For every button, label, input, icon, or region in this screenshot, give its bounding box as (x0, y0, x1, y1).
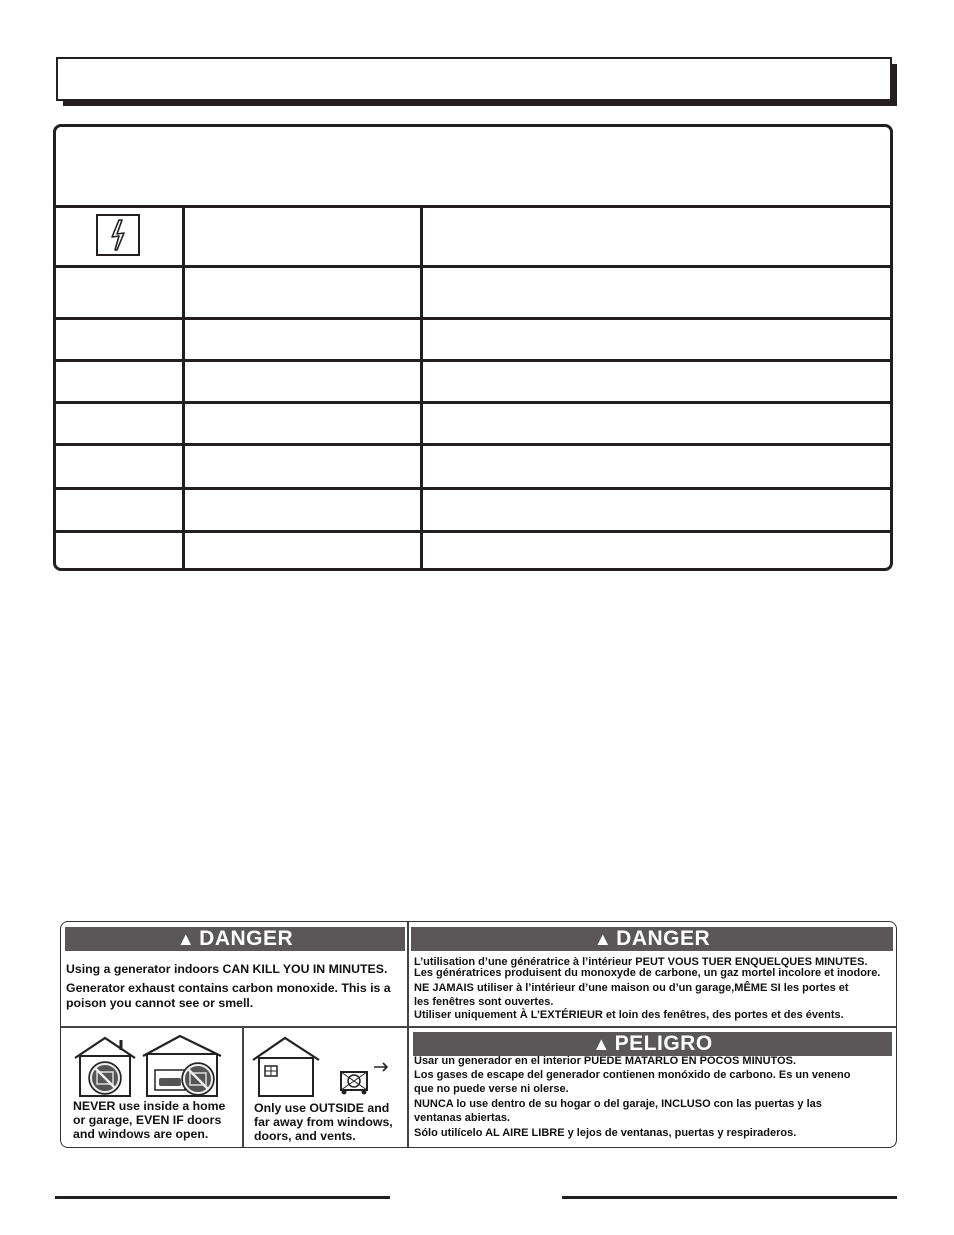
footer-rule-left (55, 1196, 390, 1199)
en-line-1-a: Using a generator indoors (66, 962, 223, 976)
column-divider (420, 208, 423, 568)
en-line-2: Generator exhaust contains carbon monoxide. This is a (66, 981, 391, 995)
section-title-bar (56, 57, 892, 101)
outside-caption-3: doors, and vents. (254, 1129, 356, 1143)
banner-text: PELIGRO (614, 1032, 713, 1055)
fr-line-5: Utiliser uniquement À L’EXTÉRIEUR et loin des fenêtres, des portes et des évents. (414, 1009, 844, 1021)
symbol-table (53, 124, 893, 571)
fr-line-4: les fenêtres sont ouvertes. (414, 996, 554, 1008)
warning-triangle-icon: ▲ (593, 929, 613, 949)
es-line-4: NUNCA lo use dentro de su hogar o del garaje, INCLUSO con las puertas y las (414, 1098, 822, 1110)
es-line-2: Los gases de escape del generador contienen monóxido de carbono. Es un veneno (414, 1069, 851, 1081)
outside-caption-2: far away from windows, (254, 1115, 393, 1129)
symbol-table-header (56, 127, 890, 208)
banner-text: DANGER (199, 927, 294, 950)
electric-shock-bolt-icon (96, 214, 140, 256)
never-caption-2: or garage, EVEN IF doors (73, 1113, 222, 1127)
no-generator-in-home-icon (89, 1062, 121, 1094)
danger-banner-en (65, 927, 405, 951)
peligro-banner-es (413, 1032, 892, 1056)
footer-rule-right (562, 1196, 897, 1199)
fr-line-2: Les génératrices produisent du monoxyde de carbone, un gaz mortel incolore et inodore. (414, 967, 881, 979)
generator-outside-pictogram (249, 1032, 399, 1098)
en-line-1-b: CAN KILL YOU IN MINUTES (222, 962, 384, 976)
outside-caption-1: Only use OUTSIDE and (254, 1101, 390, 1115)
fr-line-1: L’utilisation d’une génératrice à l’intérieur PEUT VOUS TUER ENQUELQUES MINUTES. (414, 956, 868, 968)
divider (407, 922, 409, 1147)
fr-line-3: NE JAMAIS utiliser à l’intérieur d’une maison ou d’un garage,MÊME SI les portes et (414, 982, 849, 994)
co-warning-label (60, 921, 897, 1148)
banner-text: DANGER (616, 927, 711, 950)
divider (61, 1026, 407, 1028)
en-line-3: poison you cannot see or smell. (66, 996, 254, 1010)
no-generator-indoors-pictogram (71, 1032, 237, 1098)
never-caption-3: and windows are open. (73, 1127, 209, 1141)
warning-triangle-icon: ▲ (176, 929, 196, 949)
es-line-3: que no puede verse ni olerse. (414, 1083, 569, 1095)
warning-triangle-icon: ▲ (592, 1034, 611, 1054)
es-line-1: Usar un generador en el interior PUEDE MATARLO EN POCOS MINUTOS. (414, 1055, 796, 1067)
no-generator-in-garage-icon (182, 1063, 214, 1095)
es-line-6: Sólo utilícelo AL AIRE LIBRE y lejos de ventanas, puertas y respiraderos. (414, 1127, 797, 1139)
never-caption-1: NEVER use inside a home (73, 1099, 226, 1113)
en-line-1 (66, 962, 387, 978)
generator-outside-icon (341, 1072, 367, 1095)
danger-banner-fr (411, 927, 893, 951)
en-line-1-c: . (383, 962, 388, 976)
column-divider (182, 208, 185, 568)
divider (242, 1026, 244, 1147)
divider (407, 1026, 896, 1028)
es-line-5: ventanas abiertas. (414, 1112, 510, 1124)
